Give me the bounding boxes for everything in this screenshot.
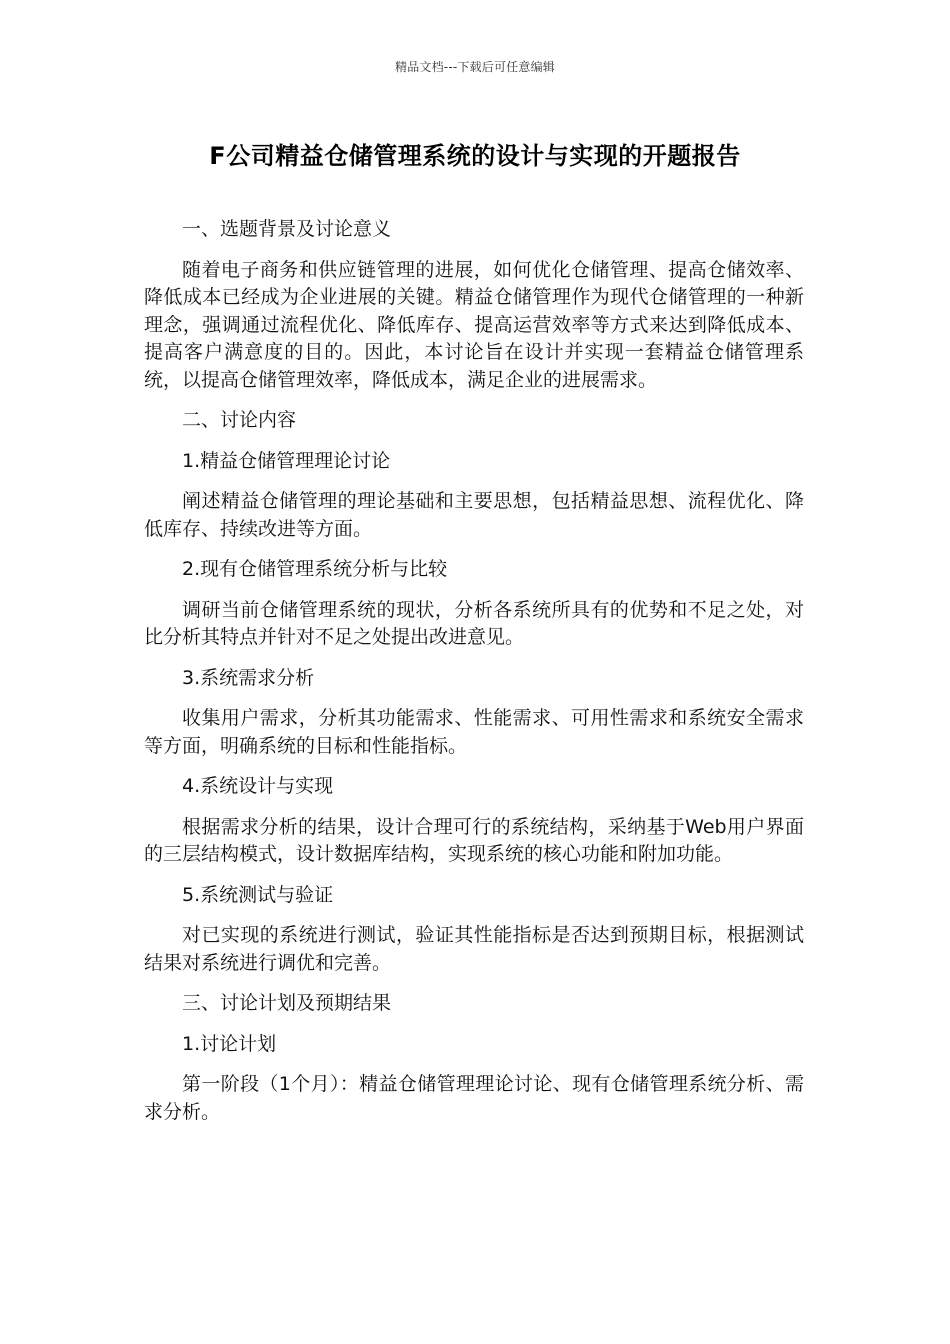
subheading-plan: 1.讨论计划 xyxy=(182,1032,277,1055)
subheading-testing: 5.系统测试与验证 xyxy=(182,883,334,906)
document-title: F公司精益仓储管理系统的设计与实现的开题报告 xyxy=(209,142,741,170)
section-heading-content: 二、讨论内容 xyxy=(182,409,297,431)
subheading-theory: 1.精益仓储管理理论讨论 xyxy=(182,449,391,472)
paragraph-requirements: 收集用户需求，分析其功能需求、性能需求、可用性需求和系统安全需求等方面，明确系统的目标和性能指标。 xyxy=(144,707,804,757)
subheading-analysis: 2.现有仓储管理系统分析与比较 xyxy=(182,558,448,580)
header-note: 精品文档---下载后可任意编辑 xyxy=(395,60,555,74)
section-heading-plan: 三、讨论计划及预期结果 xyxy=(182,992,392,1014)
subheading-design: 4.系统设计与实现 xyxy=(182,775,334,797)
paragraph-theory: 阐述精益仓储管理的理论基础和主要思想，包括精益思想、流程优化、降低库存、持续改进等方面。 xyxy=(144,490,804,540)
paragraph-design: 根据需求分析的结果，设计合理可行的系统结构，采纳基于Web用户界面的三层结构模式，设计数据库结构，实现系统的核心功能和附加功能。 xyxy=(144,815,804,865)
document-body xyxy=(144,216,804,1139)
paragraph-testing: 对已实现的系统进行测试，验证其性能指标是否达到预期目标，根据测试结果对系统进行调优和完善。 xyxy=(144,924,804,974)
subheading-requirements: 3.系统需求分析 xyxy=(182,666,315,689)
paragraph-analysis: 调研当前仓储管理系统的现状，分析各系统所具有的优势和不足之处，对比分析其特点并针对不足之处提出改进意见。 xyxy=(144,598,804,648)
paragraph-plan-phase-1: 第一阶段（1个月）：精益仓储管理理论讨论、现有仓储管理系统分析、需求分析。 xyxy=(144,1073,804,1123)
paragraph-background: 随着电子商务和供应链管理的进展，如何优化仓储管理、提高仓储效率、降低成本已经成为企业进展的关键。精益仓储管理作为现代仓储管理的一种新理念，强调通过流程优化、降低库存、提高运营效率等方式来达到降低成本、提高客户满意度的目的。因此，本讨论旨在设计并实现一套精益仓储管理系统，以提高仓储管理效率，降低成本，满足企业的进展需求。 xyxy=(144,258,804,391)
section-heading-background: 一、选题背景及讨论意义 xyxy=(182,218,392,240)
